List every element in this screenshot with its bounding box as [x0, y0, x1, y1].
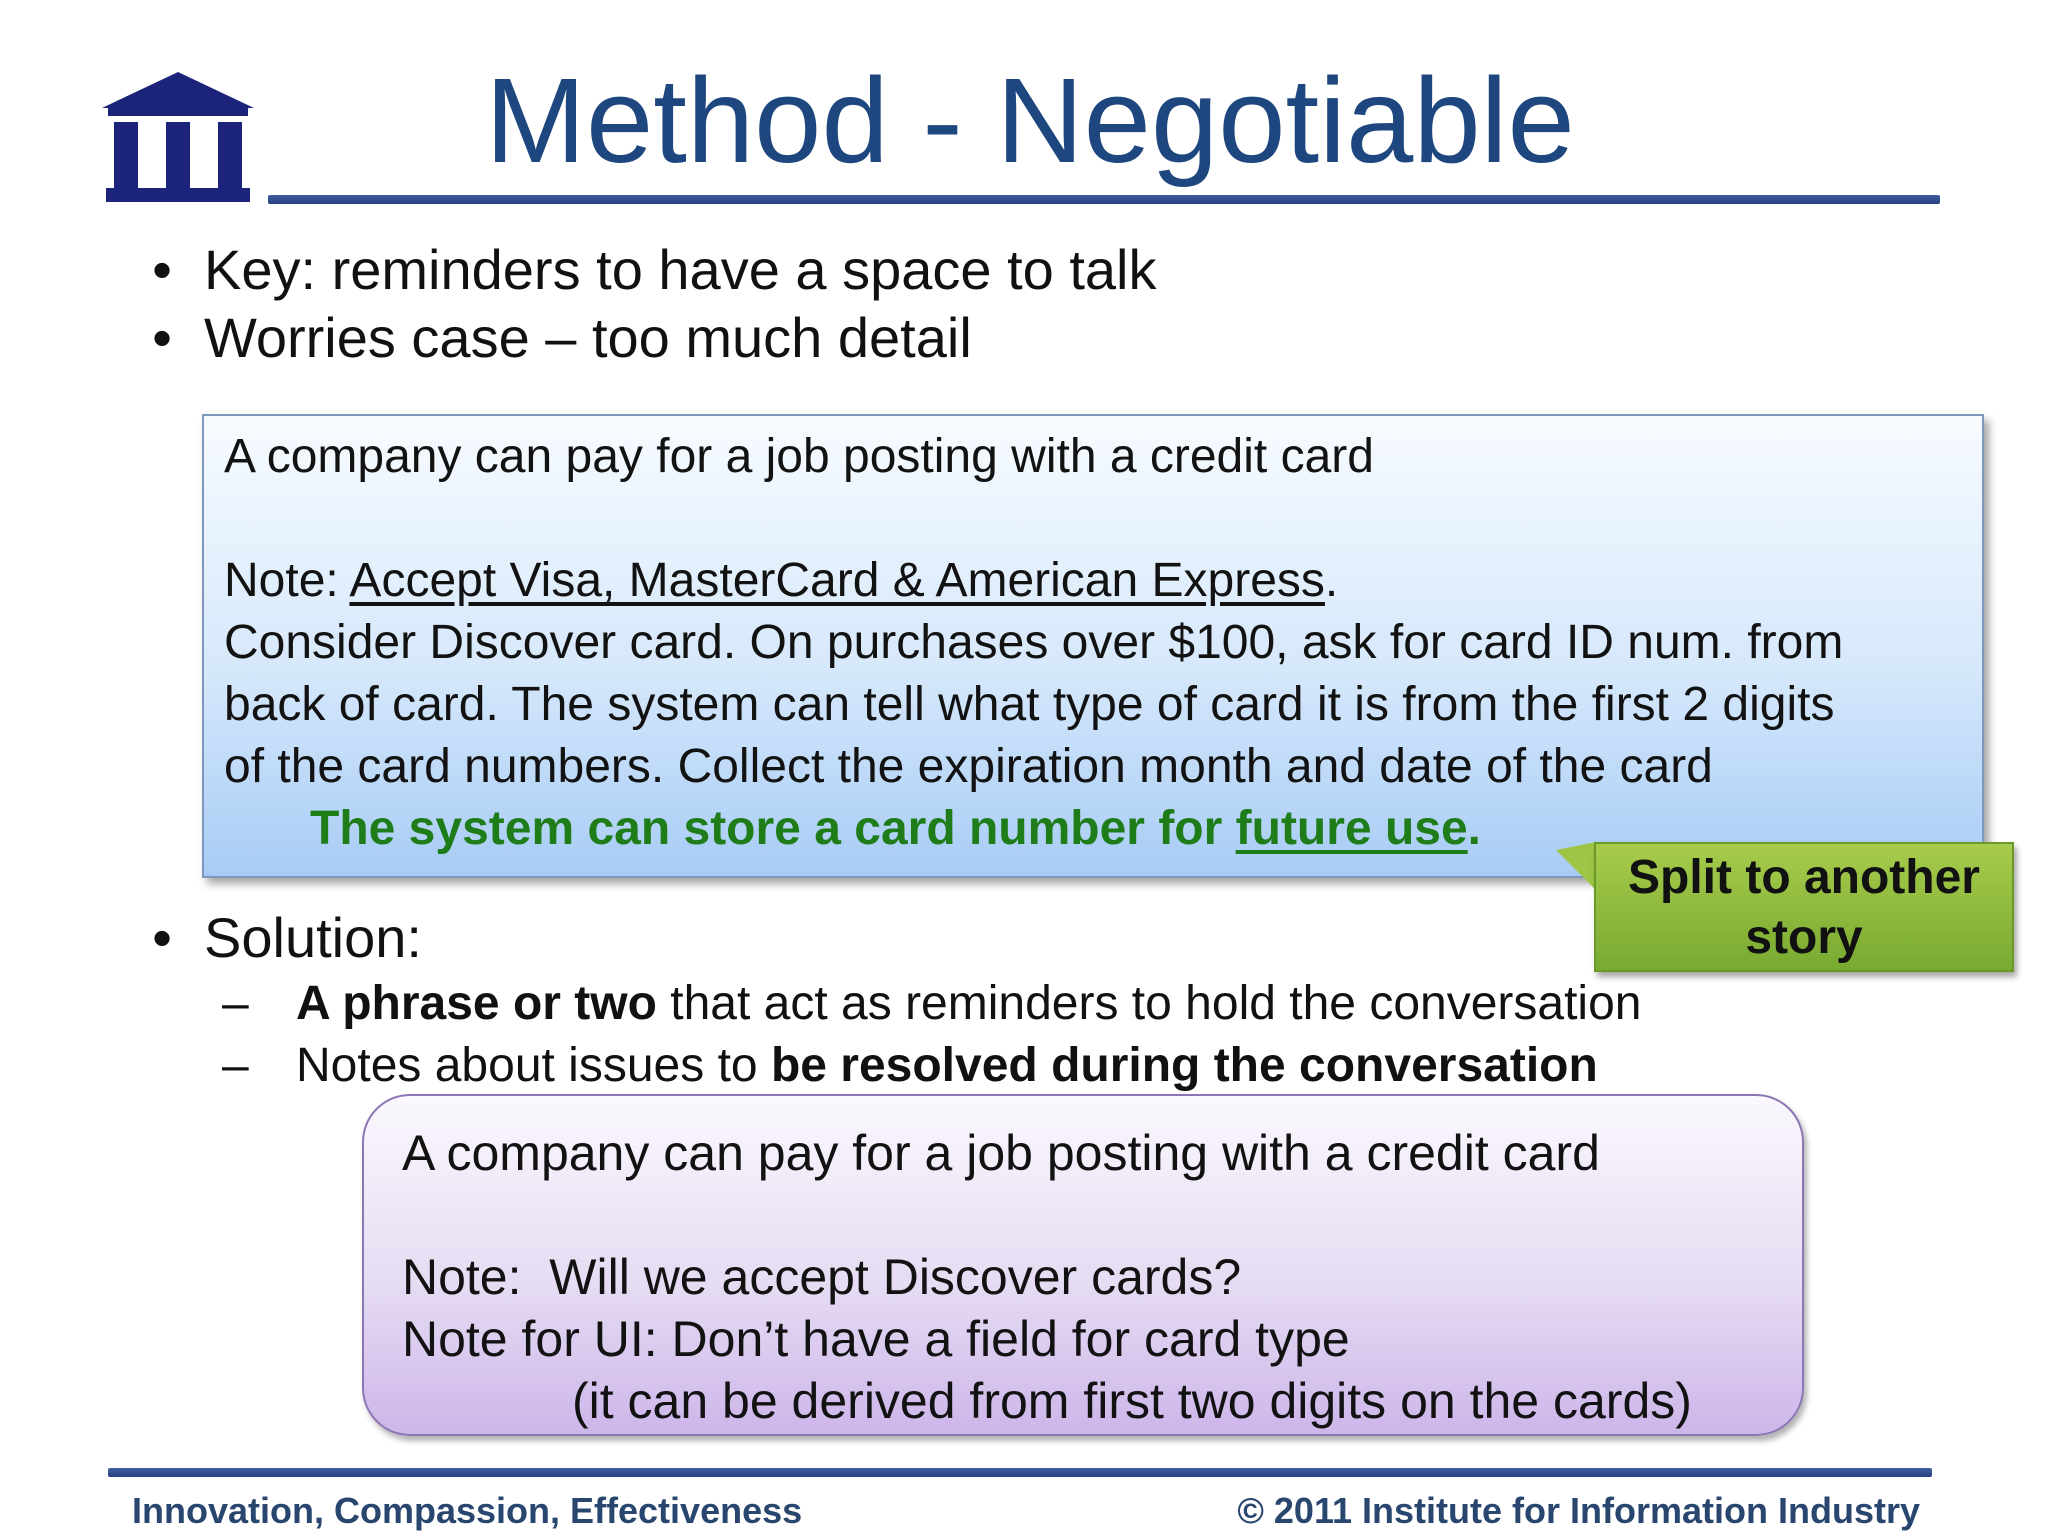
note-underlined: Accept Visa, MasterCard & American Express: [349, 554, 1325, 607]
callout-line: Split to another: [1628, 851, 1980, 904]
concise-story-card: [362, 1094, 1804, 1436]
institute-logo-icon: [100, 72, 256, 208]
footer-tagline: Innovation, Compassion, Effectiveness: [132, 1490, 803, 1531]
spacer: [224, 488, 1962, 550]
bullet-item: [120, 236, 1420, 304]
callout-pointer: [1556, 842, 1596, 890]
story-line: Consider Discover card. On purchases over $100, ask for card ID num. from: [224, 616, 1844, 669]
subitem-rest: that act as reminders to hold the conversation: [656, 977, 1642, 1030]
detailed-story-card: [202, 414, 1984, 878]
spacer: [402, 1184, 1772, 1246]
story-note: (it can be derived from first two digits on the cards): [572, 1373, 1692, 1429]
dash: –: [222, 1039, 249, 1092]
bullet-item: [120, 304, 1420, 372]
subitem-bold: A phrase or two: [296, 977, 657, 1030]
top-bullet-list: [120, 236, 1420, 372]
story-note: Note: Will we accept Discover cards?: [402, 1249, 1242, 1305]
footer-copyright: © 2011 Institute for Information Industry: [1237, 1490, 1920, 1531]
subitem-rest: Notes about issues to: [296, 1039, 771, 1092]
note-prefix: Note:: [224, 554, 350, 607]
story-line: back of card. The system can tell what type of card it is from the first 2 digits: [224, 678, 1835, 731]
title-divider: [268, 195, 1940, 204]
solution-label: Solution:: [204, 906, 422, 969]
solution-subitem: [222, 1036, 1598, 1096]
bullet-text: Key: reminders to have a space to talk: [204, 238, 1157, 301]
bullet-item: [120, 904, 1680, 972]
bullet-text: Worries case – too much detail: [204, 306, 972, 369]
green-prefix: The system can store a card number for: [310, 802, 1236, 855]
slide-title: Method - Negotiable: [485, 52, 1575, 188]
solution-bullet: [120, 904, 1680, 972]
subitem-bold: be resolved during the conversation: [770, 1039, 1598, 1092]
bullet-dot: •: [152, 238, 172, 301]
footer-divider: [108, 1468, 1932, 1477]
green-underlined: future use: [1235, 802, 1468, 855]
green-period: .: [1467, 802, 1482, 855]
subitem-text: [296, 1036, 1598, 1096]
story-note: Note for UI: Don’t have a field for card type: [402, 1311, 1350, 1367]
note-period: .: [1324, 554, 1339, 607]
bullet-dot: •: [152, 906, 172, 969]
story-title: A company can pay for a job posting with a credit card: [224, 430, 1374, 483]
solution-subitem: [222, 974, 1641, 1034]
callout-line: story: [1745, 911, 1863, 964]
subitem-text: [296, 974, 1641, 1034]
dash: –: [222, 977, 249, 1030]
story-note: [224, 550, 1962, 612]
bullet-dot: •: [152, 306, 172, 369]
story-title: A company can pay for a job posting with a credit card: [402, 1125, 1600, 1181]
story-line: of the card numbers. Collect the expiration month and date of the card: [224, 740, 1713, 793]
